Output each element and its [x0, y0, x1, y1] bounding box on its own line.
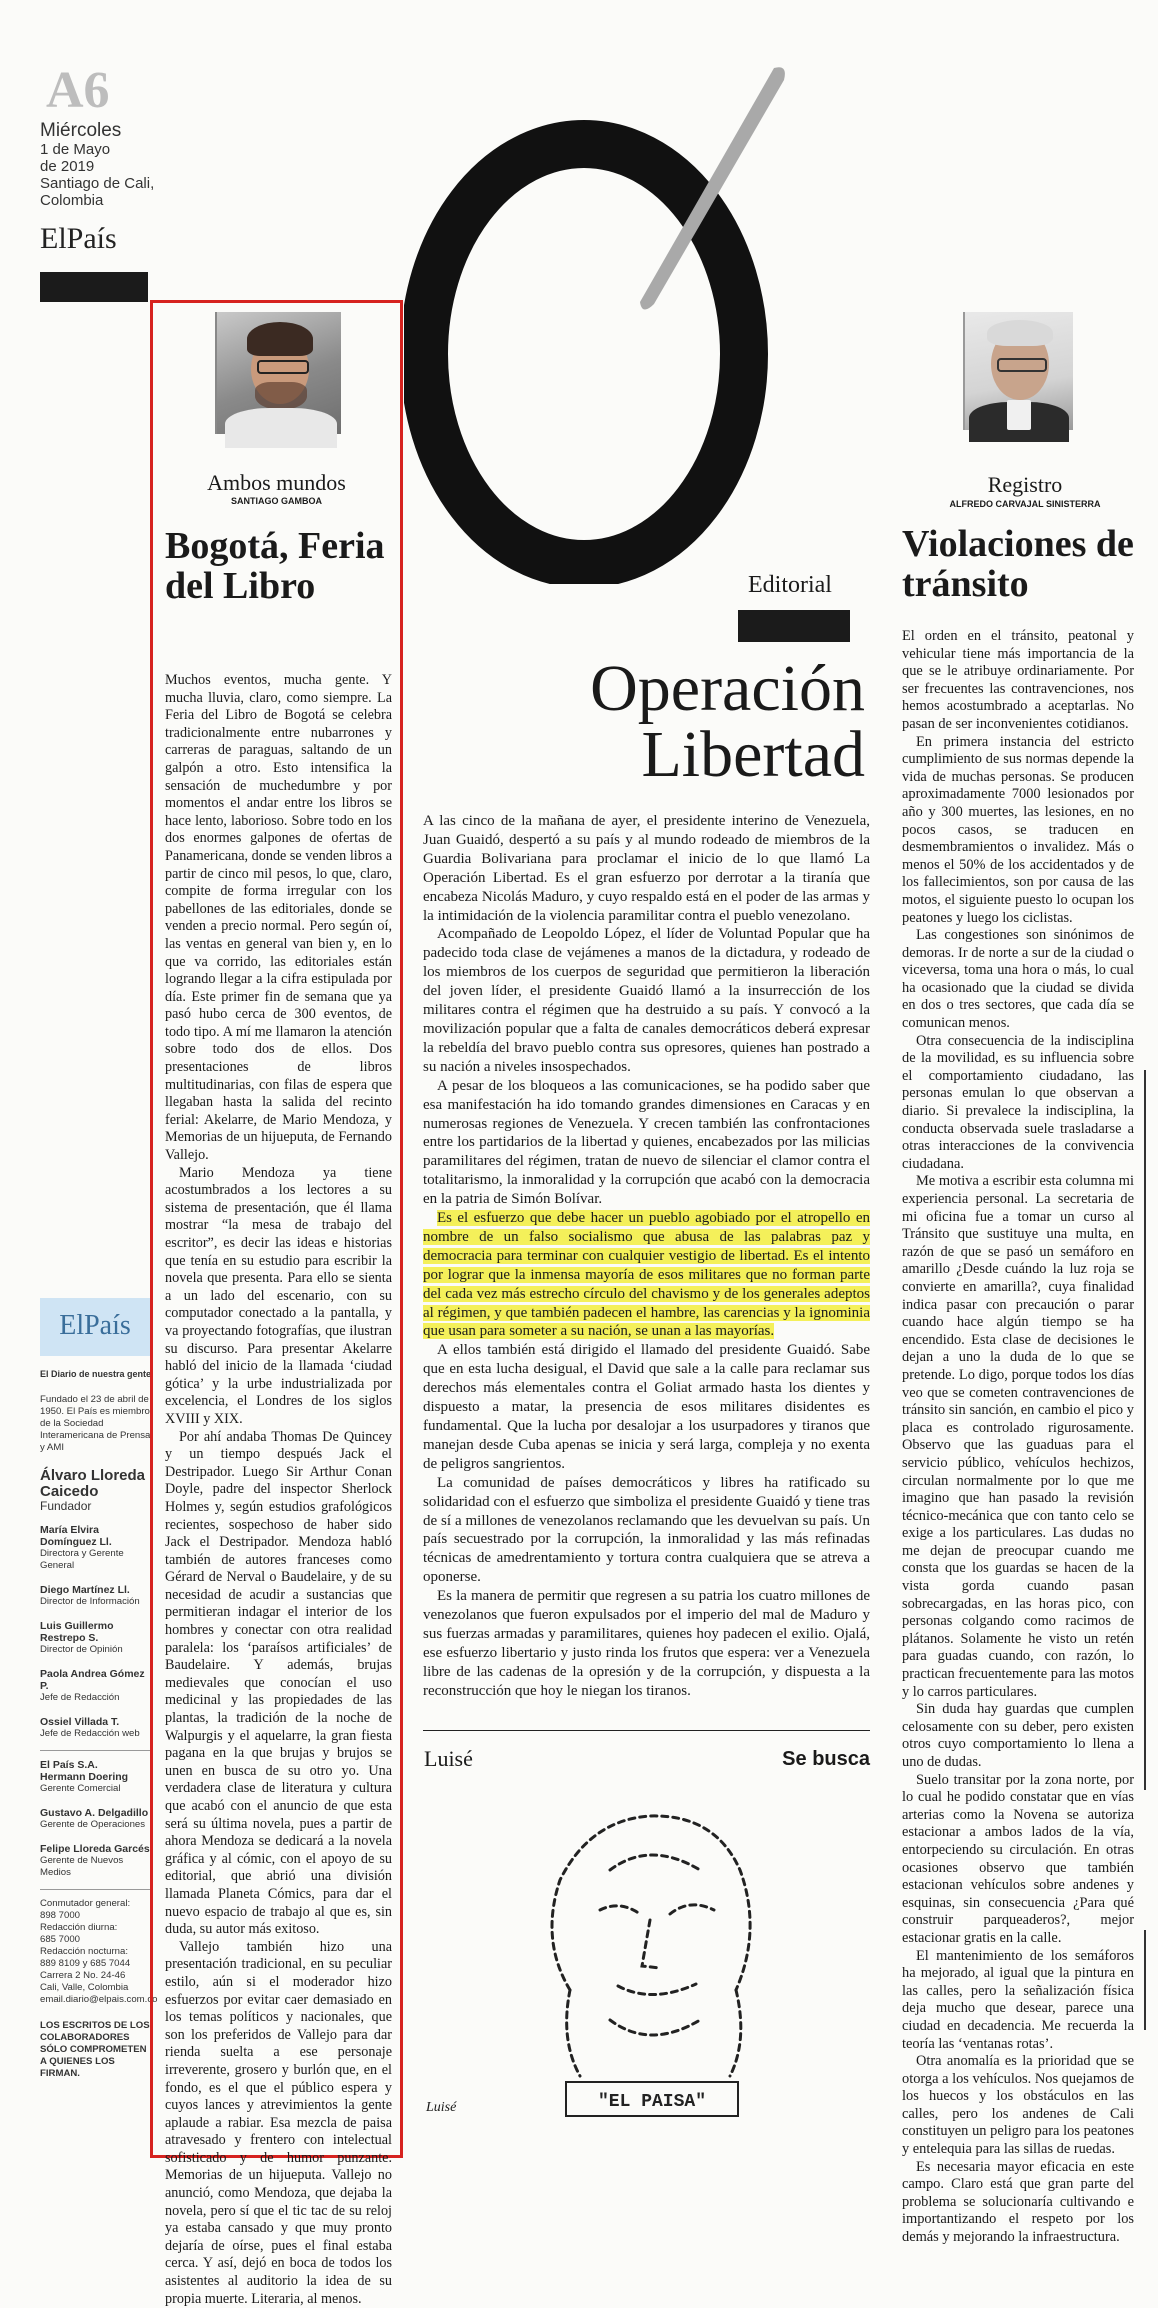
- column-paragraph: En primera instancia del estricto cumplimiento de sus normas depende la vida de muchas personas. Se producen aproximadamente 7000 lesionados por año y 300 muertes, las lesiones, en no pocos casos, se traducen en desmembramientos o invalidez. Más o menos el 50% de los accidentados y de los fallecimientos, son por causa de las motos, el siguiente puesto lo ocupan los peatones y luego los ciclistas.: [902, 733, 1134, 926]
- dateline-country: Colombia: [40, 192, 104, 209]
- staff-person-role: Jefe de Redacción web: [40, 1728, 140, 1739]
- dateline: [40, 120, 154, 209]
- editorial-bar: [738, 610, 850, 642]
- staff-logo: ElPaís: [59, 1310, 131, 1341]
- staff-person-role: Director de Opinión: [40, 1644, 123, 1655]
- editorial-label: Editorial: [748, 572, 832, 598]
- staff-contact: [40, 1898, 158, 2006]
- staff-person-name: Paola Andrea Gómez P.: [40, 1668, 145, 1692]
- column-paragraph: Por ahí andaba Thomas De Quincey y un tiempo después Jack el Destripador. Luego Sir Arthur Conan Doyle, padre del inspector Sherlock Holmes y, según estudios grafológicos recientes, sospechoso de haber sido Jack el Destripador. Mendoza habló también de autores franceses como Gérard de Nerval o Baudelaire, y de su necesidad de acudir a sustancias que permitieran indagar el interior de los hombres y conectar con otra realidad paralela: los ‘paraísos artificiales’ de Baudelaire. Y además, brujas medievales que conocían el uso medicinal y las propiedades de las plantas, la tradición de la noche de Walpurgis y el aquelarre, la gran fiesta pagana en la que brujas y brujos se unen en busca de su otro yo. Una verdadera clase de literatura y cultura que acabó con el anuncio de que esta será su última novela, pues a partir de ahora Mendoza se dedicará a la novela gráfica y al cómic, con el apoyo de su editorial, que abrió una división llamada Planeta Cómics, para dar el nuevo espacio de trabajo al que es, sin duda, su autor más exitoso.: [165, 1428, 392, 1938]
- highlighted-text: Es el esfuerzo que debe hacer un pueblo agobiado por el atropello en nombre de un falso socialismo que abusa de las palabras paz y democracia para terminar con cualquier vestigio de libertad. Es el intento por lograr que la inmensa mayoría de esos militares que no forman parte del cada vez más estrecho círculo del chavismo y de los generales adeptos al régimen, y que también padecen el hambre, las carencias y la ignominia que usan para someter a su nación, se unan a las mayorías.: [423, 1210, 870, 1340]
- column-paragraph: Suelo transitar por la zona norte, por lo cual he podido constatar que en vías arterias como la Novena se autoriza estacionar a ambos lados de la vía, entorpeciendo su circulación. En otras ocasiones observo que también estacionan vehículos sobre andenes y esquinas, sin consecuencia ¿Para qué construir parqueaderos?, mejor estacionar gratis en la calle.: [902, 1771, 1134, 1946]
- staff-company-name: El País S.A.: [40, 1759, 98, 1771]
- editorial-paragraph: A pesar de los bloqueos a las comunicaciones, se ha podido saber que esa manifestación ha ido tomando grandes dimensiones en Caracas y en numerosas regiones de Venezuela. Y crecen también las confrontaciones entre los partidarios de la libertad y quienes, encabezados por las milicias paramilitares del régimen, tratan de nuevo de silenciar el clamor contra el totalitarismo, la inmoralidad y la corrupción que acabó con la democracia en la patria de Simón Bolívar.: [423, 1077, 870, 1208]
- editorial-paragraph: Acompañado de Leopoldo López, el líder de Voluntad Popular que ha padecido toda clase de vejámenes a manos de la dictadura, y rodeado de los miembros de los cuerpos de seguridad que permitieron la liberación del joven líder, el presidente Guaidó llamó a la insurrección de los militares contra el régimen que ha destruido a su país. Y convocó a la movilización popular que a falta de canales democráticos deberá expresar la rebeldía del bravo pueblo contra sus opresores, quienes han postrado a su nación a niveles insospechados.: [423, 926, 870, 1075]
- staff-divider: [40, 1750, 152, 1751]
- column-paragraph: Mario Mendoza ya tiene acostumbrados a los lectores a su sistema de presentación, que él llama mostrar “la mesa de trabajo del escritor”, es decir las ideas e historias que tenía en su estudio para escribir la novela que presenta. Para ello se sienta a un lado del escenario, con su computador conectado a la pantalla, y va proyectando fotografías, que ilustran su discurso. Para presentar Akelarre habló del inicio de la llamada ‘ciudad gótica’ y la urbe industrializada por excelencia, el Londres de los siglos XVIII y XIX.: [165, 1164, 392, 1427]
- cartoon-caption: "EL PAISA": [597, 2092, 707, 2112]
- column-section-name: Registro: [987, 472, 1063, 497]
- staff-company-person-name: Hermann Doering: [40, 1771, 129, 1783]
- staff-person-role: Directora y Gerente General: [40, 1548, 124, 1571]
- dateline-date-1: 1 de Mayo: [40, 141, 111, 158]
- staff-person-name: Luis Guillermo Restrepo S.: [40, 1620, 114, 1644]
- staff-founder-name: Álvaro Lloreda Caicedo: [40, 1467, 146, 1500]
- column-paragraph: Me motiva a escribir esta columna mi experiencia personal. La secretaria de mi oficina fue a tomar un curso al Tránsito que sustituye una multa, en razón de que se pasó un semáforo en amarillo ¿Desde cuándo la luz roja se convierte en amarilla?, cuya finalidad indica pasar con precaución o parar cuando hace algún tiempo se ha encendido. Esta clase de decisiones le dejan a uno la duda de lo que se pretende. Lo digo, porque todos los días veo que se cometen contravenciones de tránsito sin sanción, en cambio el pico y placa es controlado rigurosamente. Observo que las guaduas para el servicio público, vehículos hechizos, circulan normalmente por lo que me imagino que han pasado la revisión técnico-mecánica que con tanto celo se exige a los particulares. Las dudas no me dejan de preocupar cuando me consta que los guardas se hacen de la vista gorda cuando pasan sobrecargadas, en las horas pico, con personas colgando como racimos de plátanos. Solamente he visto un retén para guadas cuando, con razón, lo practican frecuentemente para las motos y lo carros particulares.: [902, 1173, 1134, 1700]
- column-paragraph: Las congestiones son sinónimos de demoras. Ir de norte a sur de la ciudad o viceversa, toma una hora o más, lo cual ha ocasionado que la ciudad se divida en dos o tres sectores, que cada día se comunican menos.: [902, 927, 1134, 1032]
- dateline-date-2: de 2019: [40, 158, 95, 175]
- column-author: SANTIAGO GAMBOA: [231, 496, 322, 506]
- staff-box: [40, 1368, 158, 2080]
- column-paragraph: El orden en el tránsito, peatonal y vehicular tiene más importancia de la que se le atribuye ordinariamente. Por ser frecuentes las contravenciones, nos hemos acostumbrado a aceptarlas. No pasan de ser inconvenientes cotidianos.: [902, 628, 1134, 732]
- staff-contact-line: 685 7000: [40, 1934, 81, 1945]
- staff-person-role: Director de Información: [40, 1596, 140, 1607]
- cartoon-divider: [423, 1730, 870, 1731]
- column-body: [165, 672, 392, 2308]
- staff-person-role: Jefe de Redacción: [40, 1692, 120, 1703]
- cartoon-title: Se busca: [782, 1748, 870, 1770]
- editorial-headline-line: Operación: [590, 652, 865, 725]
- cartoon-author: Luisé: [424, 1746, 473, 1771]
- staff-disclaimer: LOS ESCRITOS DE LOS COLABORADORES SÓLO COMPROMETEN A QUIENES LOS FIRMAN.: [40, 2020, 150, 2079]
- editorial-headline: [510, 652, 865, 791]
- column-paragraph: Sin duda hay guardas que cumplen celosamente con su deber, pero existen otros cuyo comportamiento lo llena a uno de dudas.: [902, 1701, 1134, 1770]
- columnist-photo: [215, 312, 341, 434]
- columnist-photo: [963, 312, 1073, 430]
- dateline-day: Miércoles: [40, 120, 122, 141]
- staff-founded: Fundado el 23 de abril de 1950. El País es miembro de la Sociedad Interamericana de Prensa y AMI: [40, 1394, 151, 1453]
- staff-company-person-role: Gerente de Operaciones: [40, 1819, 146, 1830]
- column-paragraph: Otra anomalía es la prioridad que se otorga a los vehículos. Nos quejamos de los huecos y los obstáculos en las calles, pero los andenes de Cali constituyen un peligro para los peatones y entelequia para las sillas de ruedas.: [902, 2053, 1134, 2158]
- cartoon-signature: Luisé: [426, 2100, 457, 2115]
- editorial-paragraph: A las cinco de la mañana de ayer, el presidente interino de Venezuela, Juan Guaidó, despertó a su país y al mundo rodeado de miembros de la Guardia Bolivariana para proclamar el inicio de lo que llamó La Operación Libertad. Es el gran esfuerzo por derrotar a la tiranía que encabeza Nicolás Maduro, y cuyo respaldo está en el poder de las armas y la intimidación de la violencia paramilitar contra el pueblo venezolano.: [423, 813, 870, 924]
- staff-divider: [40, 1889, 152, 1890]
- opinion-o-graphic: [404, 54, 794, 584]
- staff-contact-line: Cali, Valle, Colombia: [40, 1982, 129, 1993]
- newspaper-logo: ElPaís: [40, 222, 117, 255]
- column-body: [902, 628, 1134, 2247]
- column-paragraph: Otra consecuencia de la indisciplina de la movilidad, es su influencia sobre el comportamiento ciudadano, las personas emulan lo que observan a diario. Si prevalece la indisciplina, la conducta observada suele trasladarse a otras interacciones de la convivencia ciudadana.: [902, 1032, 1134, 1172]
- editorial-paragraph: La comunidad de países democráticos y libres ha ratificado su solidaridad con el esfuerzo que simboliza el presidente Guaidó y tiene tras de sí a millones de venezolanos reclamando que les devuelvan su país. Un país secuestrado por la corrupción, la inmoralidad y las más refinadas técnicas de amedrentamiento y tortura contra cualquiera que se atreva a oponerse.: [423, 1474, 870, 1586]
- staff-contact-line: Redacción diurna:: [40, 1922, 118, 1933]
- cartoon-drawing: [500, 1790, 800, 2126]
- column-paragraph: Muchos eventos, mucha gente. Y mucha lluvia, claro, como siempre. La Feria del Libro de Bogotá se celebra tradicionalmente entre nubarrones y carreras de paraguas, saltando de un galpón a otro. Esto intensifica la sensación de muchedumbre y por momentos el andar entre los libros se hace lento, laborioso. Sobre todo en los dos enormes galpones de ofertas de Panamericana, donde se venden libros a partir de cinco mil pesos, lo que, claro, compite de forma irregular con los pabellones de las editoriales, donde se venden a precio normal. Pero según oí, las ventas en general van bien y, en lo que va corrido, las editoriales están logrando llegar a la cifra estipulada por día. Este primer fin de semana que ya pasó hubo cerca de 300 eventos, de todo tipo. A mí me llamaron la atención sobre todo dos de ellos. Dos presentaciones de libros multitudinarias, con filas de espera que llegaban hasta la salida del recinto ferial: Akelarre, de Mario Mendoza, y Memorias de un hijueputa, de Fernando Vallejo.: [165, 672, 392, 1164]
- staff-company-person-role: Gerente de Nuevos Medios: [40, 1855, 124, 1878]
- scan-edge: [1144, 1070, 1146, 1790]
- staff-contact-line: Carrera 2 No. 24-46: [40, 1970, 126, 1981]
- dateline-city: Santiago de Cali,: [40, 175, 155, 192]
- column-author: ALFREDO CARVAJAL SINISTERRA: [949, 499, 1101, 509]
- logo-bar: [40, 272, 148, 302]
- staff-contact-line: email.diario@elpais.com.co: [40, 1994, 158, 2005]
- column-paragraph: El mantenimiento de los semáforos ha mejorado, al igual que la pintura en las calles, pero la señalización física deja mucho que desear, parece una ciudad en decadencia. Me recuerda la teoría las ‘ventanas rotas’.: [902, 1947, 1134, 2052]
- staff-contact-line: 889 8109 y 685 7044: [40, 1958, 131, 1969]
- column-paragraph: Es necesaria mayor eficacia en este campo. Claro está que gran parte del problema se solucionaría cultivando e importantizando el respeto por los demás y mejorando la infraestructura.: [902, 2158, 1134, 2246]
- staff-contact-line: Redacción nocturna:: [40, 1946, 128, 1957]
- column-headline: Bogotá, Feria del Libro: [165, 525, 385, 607]
- page-number: A6: [46, 62, 110, 119]
- column-section-name: Ambos mundos: [207, 470, 346, 495]
- staff-logo-box: [40, 1298, 150, 1356]
- editorial-headline-line: Libertad: [641, 718, 865, 791]
- scan-edge: [1144, 1930, 1146, 2030]
- staff-tagline: El Diario de nuestra gente: [40, 1369, 152, 1379]
- staff-company-person-role: Gerente Comercial: [40, 1783, 121, 1794]
- column-paragraph: Vallejo también hizo una presentación tradicional, en su peculiar estilo, aún si el moderador hizo esfuerzos por evitar caer demasiado en los temas políticos y nacionales, que son los preferidos de Vallejo para dar rienda suelta a ese personaje irreverente, grosero y burlón que, en el fondo, es el que el público espera y cuyos lances y atrevimientos la gente aplaude a rabiar. Esa mezcla de paisa atravesado y frentero con intelectual sofisticado y de humor punzante. Memorias de un hijueputa. Vallejo no anunció, como Mendoza, que dejaba la novela, pero sí que el tic tac de su reloj ya estaba cansado y que muy pronto dejaría de oírse, pues el final estaba cerca. Y así, dejó en boca de todos los asistentes al auditorio la idea de su propia muerte. Literaria, al menos.: [165, 1938, 392, 2307]
- staff-company-person-name: Felipe Lloreda Garcés: [40, 1843, 150, 1855]
- staff-founder-role: Fundador: [40, 1499, 92, 1513]
- editorial-paragraph: A ellos también está dirigido el llamado del presidente Guaidó. Sabe que en esta lucha desigual, el David que sale a la calle para reclamar sus derechos más elementales contra el Goliat armado hasta los dientes y dispuesto a matar, la presencia de esos militares disidentes es fundamental. Que la lucha por desalojar a los usurpadores y tiranos que manejan desde Cuba apenas se inicia y será larga, compleja y no exenta de peligros sangrientos.: [423, 1342, 870, 1472]
- staff-contact-line: Conmutador general:: [40, 1898, 131, 1909]
- staff-company-person-name: Gustavo A. Delgadillo: [40, 1807, 149, 1819]
- column-headline: Violaciones de tránsito: [902, 523, 1134, 605]
- staff-contact-line: 898 7000: [40, 1910, 81, 1921]
- editorial-body: [423, 812, 870, 1701]
- staff-person-name: María Elvira Domínguez Ll.: [40, 1524, 112, 1548]
- staff-person-name: Diego Martínez Ll.: [40, 1584, 130, 1596]
- editorial-highlighted-paragraph: [423, 1209, 870, 1341]
- staff-person-name: Ossiel Villada T.: [40, 1716, 120, 1728]
- editorial-paragraph: Es la manera de permitir que regresen a su patria los cuatro millones de venezolanos que fueron expulsados por el imperio del mal de Maduro y sus fuerzas armadas y paramilitares, quienes hoy padecen el exilio. Ojalá, ese esfuerzo libertario y justo rinda los frutos que espera: ver a Venezuela libre de las cadenas de la opresión y de la corrupción, y dispuesta a la reconstrucción que hoy le niegan los tiranos.: [423, 1588, 870, 1699]
